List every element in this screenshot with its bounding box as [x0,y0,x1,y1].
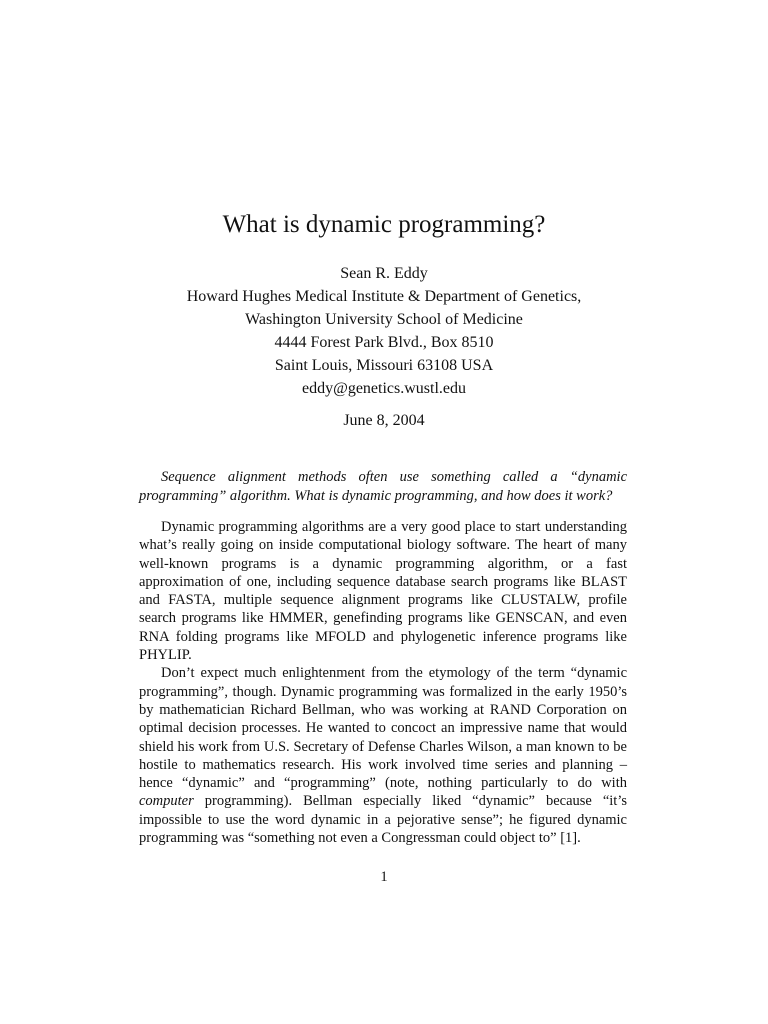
page-number: 1 [380,869,388,885]
author-name: Sean R. Eddy [340,265,428,282]
paragraph-2-text-b: programming). Bellman especially liked “dynamic” because “it’s impossible to use the word dynamic in a pejorative sense”; he figured dynamic programming was “something not even a Congressman could object to” [1]. [139,793,627,847]
author-affiliation-line1: Howard Hughes Medical Institute & Department of Genetics, [186,288,582,305]
paragraph-2 [139,664,627,847]
body-text [139,518,627,847]
author-email: eddy@genetics.wustl.edu [301,380,467,397]
paragraph-2-text-a: Don’t expect much enlightenment from the etymology of the term “dynamic programming”, though. Dynamic programming was formalized in the early 1950’s by mathematician Richard Bellman, who was working at RAND Corporation on optimal decision processes. He wanted to concoct an impressive name that would shield his work from U.S. Secretary of Defense Charles Wilson, a man known to be hostile to mathematics research. His work involved time series and planning – hence “dynamic” and “programming” (note, nothing particularly to do with [139,665,627,792]
paragraph-1: Dynamic programming algorithms are a very good place to start understanding what’s really going on inside computational biology software. The heart of many well-known programs is a dynamic programming algorithm, or a fast approximation of one, including sequence database search programs like BLAST and FASTA, multiple sequence alignment programs like CLUSTALW, profile search programs like HMMER, genefinding programs like GENSCAN, and even RNA folding programs like MFOLD and phylogenetic inference programs like PHYLIP. [139,519,627,664]
paragraph-2-emphasis: computer [139,793,194,810]
author-block [0,262,768,400]
paper-title: What is dynamic programming? [222,211,546,238]
author-address-line1: 4444 Forest Park Blvd., Box 8510 [274,334,494,351]
author-address-line2: Saint Louis, Missouri 63108 USA [274,357,494,374]
abstract: Sequence alignment methods often use something called a “dynamic programming” algorithm. What is dynamic programming, and how does it work? [139,469,627,504]
author-affiliation-line2: Washington University School of Medicine [245,311,523,328]
paper-date: June 8, 2004 [343,412,425,429]
